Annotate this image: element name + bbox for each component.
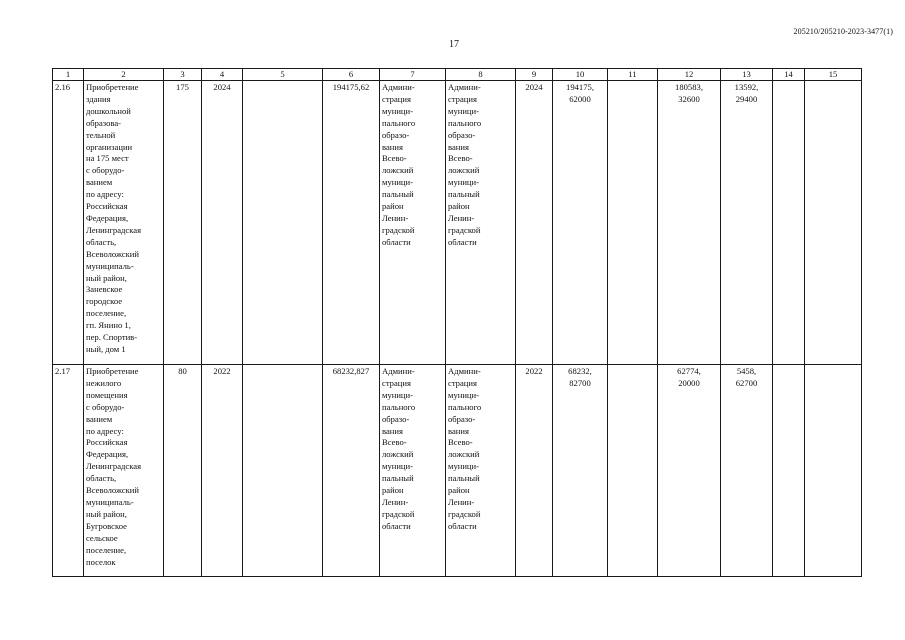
column-number-cell: 9 [516, 69, 553, 81]
table-cell [243, 81, 323, 365]
column-number-cell: 5 [243, 69, 323, 81]
column-number-cell: 1 [53, 69, 84, 81]
table-cell [243, 365, 323, 577]
year: 2022 [202, 365, 243, 577]
table-cell [608, 81, 658, 365]
customer-body: Админи- страция муници- пального образо- вания Всево- ложский муници- пальный район Ленин- градской области [446, 365, 516, 577]
financing-year: 2024 [516, 81, 553, 365]
total-amount: 68232, 82700 [553, 365, 608, 577]
total-amount: 194175, 62000 [553, 81, 608, 365]
column-number-cell: 8 [446, 69, 516, 81]
capacity: 80 [164, 365, 202, 577]
table-cell [773, 81, 805, 365]
table-row [53, 81, 862, 365]
page-number: 17 [449, 39, 459, 50]
customer-body: Админи- страция муници- пального образо- вания Всево- ложский муници- пальный район Ленин- градской области [446, 81, 516, 365]
estimated-cost: 68232,827 [323, 365, 380, 577]
column-number-cell: 7 [380, 69, 446, 81]
column-number-cell: 10 [553, 69, 608, 81]
row-number: 2.17 [53, 365, 84, 577]
financing-year: 2022 [516, 365, 553, 577]
local-amount: 13592, 29400 [721, 81, 773, 365]
table-row [53, 365, 862, 577]
column-number-cell: 14 [773, 69, 805, 81]
column-number-cell: 2 [84, 69, 164, 81]
investment-table [52, 68, 862, 577]
estimated-cost: 194175,62 [323, 81, 380, 365]
column-number-cell: 11 [608, 69, 658, 81]
column-number-cell: 6 [323, 69, 380, 81]
table-cell [805, 81, 862, 365]
document-id: 205210/205210-2023-3477(1) [793, 27, 893, 36]
column-number-row [53, 69, 862, 81]
column-number-cell: 15 [805, 69, 862, 81]
regional-amount: 180583, 32600 [658, 81, 721, 365]
regional-amount: 62774, 20000 [658, 365, 721, 577]
column-number-cell: 12 [658, 69, 721, 81]
column-number-cell: 3 [164, 69, 202, 81]
local-amount: 5458, 62700 [721, 365, 773, 577]
column-number-cell: 4 [202, 69, 243, 81]
year: 2024 [202, 81, 243, 365]
table-cell [805, 365, 862, 577]
table-cell [608, 365, 658, 577]
capacity: 175 [164, 81, 202, 365]
responsible-body: Админи- страция муници- пального образо- вания Всево- ложский муници- пальный район Ленин- градской области [380, 365, 446, 577]
object-name: Приобретение здания дошкольной образова- тельной организации на 175 мест с оборудо- ванием по адресу: Российская Федерация, Ленинградская область, Всеволожский муниципаль- ный район, Заневское городское поселение, гп. Янино 1, пер. Спортив- ный, дом 1 [84, 81, 164, 365]
object-name: Приобретение нежилого помещения с оборудо- ванием по адресу: Российская Федерация, Ленинградская область, Всеволожский муниципаль- ный район, Бугровское сельское поселение, поселок [84, 365, 164, 577]
row-number: 2.16 [53, 81, 84, 365]
table-cell [773, 365, 805, 577]
responsible-body: Админи- страция муници- пального образо- вания Всево- ложский муници- пальный район Ленин- градской области [380, 81, 446, 365]
column-number-cell: 13 [721, 69, 773, 81]
